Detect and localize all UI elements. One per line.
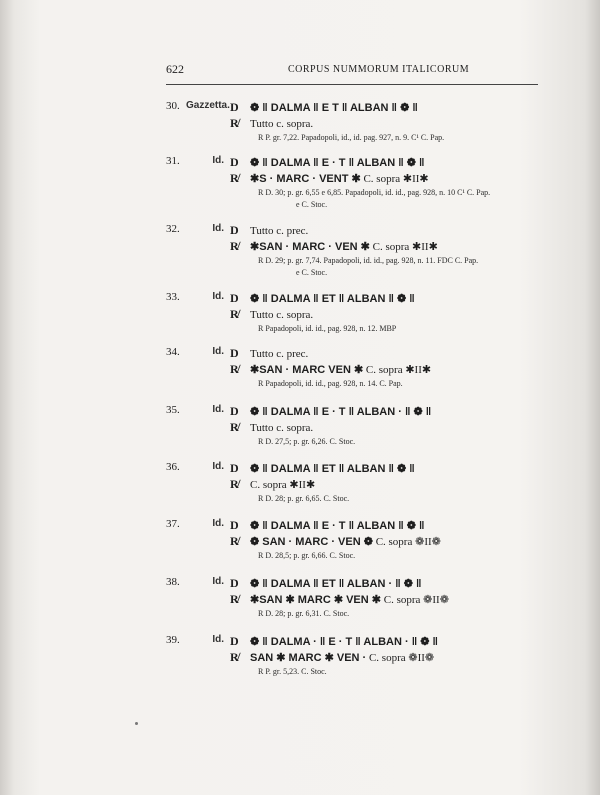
entry-number: 32. [166, 223, 180, 235]
reverse-line [230, 650, 434, 665]
reverse-line [230, 592, 449, 607]
reverse-line [230, 420, 313, 435]
entry-mint: Id. [212, 518, 224, 529]
obverse-label: D [230, 291, 239, 305]
obverse-legend: ❁ ‖ DALMA ‖ ET ‖ ALBAN ‖ ❁ ‖ [250, 463, 415, 475]
reverse-legend: ❁ SAN · MARC · VEN ❁ [250, 536, 373, 548]
entry-mint: Id. [212, 155, 224, 166]
reverse-description: C. sopra ✱II✱ [360, 173, 429, 185]
entry-notes: R Papadopoli, id. id., pag. 928, n. 12. MBP [258, 324, 397, 333]
obverse-line [230, 461, 415, 476]
entry-notes: R D. 28; p. gr. 6,31. C. Stoc. [258, 609, 350, 618]
entry-notes: R D. 28; p. gr. 6,65. C. Stoc. [258, 494, 350, 503]
entry-number: 35. [166, 404, 180, 416]
entry-number: 31. [166, 155, 180, 167]
reverse-legend: ✱SAN · MARC VEN ✱ [250, 364, 364, 376]
entry-number: 33. [166, 291, 180, 303]
obverse-legend: ❁ ‖ DALMA ‖ E T ‖ ALBAN ‖ ❁ ‖ [250, 102, 418, 114]
entry-mint: Id. [212, 576, 224, 587]
entry-number: 38. [166, 576, 180, 588]
obverse-label: D [230, 576, 239, 590]
entry-mint: Id. [212, 291, 224, 302]
reverse-line [230, 534, 441, 549]
reverse-label: R̸ [230, 239, 239, 253]
obverse-label: D [230, 404, 239, 418]
obverse-label: D [230, 461, 239, 475]
reverse-description: C. sopra ✱II✱ [369, 241, 438, 253]
obverse-label: D [230, 223, 239, 237]
obverse-label: D [230, 155, 239, 169]
obverse-line [230, 223, 308, 238]
entry-number: 39. [166, 634, 180, 646]
obverse-description: Tutto c. prec. [250, 348, 309, 360]
entry-mint: Id. [212, 461, 224, 472]
reverse-description: Tutto c. sopra. [250, 309, 314, 321]
reverse-label: R̸ [230, 362, 239, 376]
reverse-label: R̸ [230, 171, 239, 185]
reverse-description: C. sopra ❁II❁ [381, 594, 449, 606]
reverse-label: R̸ [230, 592, 239, 606]
entry-number: 30. [166, 100, 180, 112]
obverse-line [230, 404, 431, 419]
obverse-label: D [230, 518, 239, 532]
obverse-legend: ❁ ‖ DALMA · ‖ E · T ‖ ALBAN · ‖ ❁ ‖ [250, 636, 438, 648]
entry-notes: R P. gr. 7,22. Papadopoli, id., id. pag. 927, n. 9. C¹ C. Pap. [258, 133, 445, 142]
reverse-description: Tutto c. sopra. [250, 422, 314, 434]
reverse-line [230, 362, 431, 377]
running-title: CORPUS NUMMORUM ITALICORUM [288, 64, 470, 75]
reverse-description: C. sopra ❁II❁ [366, 652, 435, 664]
entry-notes: R D. 30; p. gr. 6,55 e 6,85. Papadopoli, id. id., pag. 928, n. 10 C¹ C. Pap. [258, 188, 491, 197]
reverse-line [230, 477, 315, 492]
obverse-legend: ❁ ‖ DALMA ‖ E · T ‖ ALBAN ‖ ❁ ‖ [250, 157, 425, 169]
obverse-line [230, 518, 425, 533]
reverse-label: R̸ [230, 477, 239, 491]
obverse-legend: ❁ ‖ DALMA ‖ ET ‖ ALBAN · ‖ ❁ ‖ [250, 578, 422, 590]
reverse-legend: SAN ✱ MARC ✱ VEN · [250, 652, 367, 664]
entry-notes: R D. 29; p. gr. 7,74. Papadopoli, id. id., pag. 928, n. 11. FDC C. Pap. [258, 256, 479, 265]
reverse-description: C. sopra ❁II❁ [372, 536, 441, 548]
entry-notes: R D. 27,5; p. gr. 6,26. C. Stoc. [258, 437, 356, 446]
entry-mint: Id. [212, 404, 224, 415]
obverse-line [230, 155, 425, 170]
obverse-label: D [230, 100, 239, 114]
obverse-line [230, 634, 438, 649]
entry-mint: Id. [212, 223, 224, 234]
reverse-line [230, 307, 313, 322]
obverse-line [230, 576, 421, 591]
entry-notes: R D. 28,5; p. gr. 6,66. C. Stoc. [258, 551, 356, 560]
entry-mint: Id. [212, 634, 224, 645]
entry-notes-continued: e C. Stoc. [296, 268, 328, 277]
entry-number: 37. [166, 518, 180, 530]
obverse-description: Tutto c. prec. [250, 225, 309, 237]
page-speck [135, 722, 138, 725]
obverse-line [230, 291, 415, 306]
entry-notes: R Papadopoli, id. id., pag. 928, n. 14. C. Pap. [258, 379, 403, 388]
reverse-line [230, 171, 429, 186]
reverse-label: R̸ [230, 307, 239, 321]
entry-mint: Id. [212, 346, 224, 357]
reverse-legend: ✱SAN ✱ MARC ✱ VEN ✱ [250, 594, 381, 606]
reverse-legend: ✱S · MARC · VENT ✱ [250, 173, 361, 185]
obverse-label: D [230, 346, 239, 360]
reverse-legend: ✱SAN · MARC · VEN ✱ [250, 241, 370, 253]
entry-number: 34. [166, 346, 180, 358]
reverse-label: R̸ [230, 116, 239, 130]
reverse-line [230, 239, 438, 254]
reverse-label: R̸ [230, 534, 239, 548]
obverse-line [230, 100, 418, 115]
obverse-label: D [230, 634, 239, 648]
obverse-legend: ❁ ‖ DALMA ‖ E · T ‖ ALBAN ‖ ❁ ‖ [250, 520, 425, 532]
entry-mint: Gazzetta. [186, 100, 230, 111]
page-number: 622 [166, 62, 184, 76]
entry-number: 36. [166, 461, 180, 473]
obverse-legend: ❁ ‖ DALMA ‖ ET ‖ ALBAN ‖ ❁ ‖ [250, 293, 415, 305]
reverse-label: R̸ [230, 420, 239, 434]
reverse-line [230, 116, 313, 131]
reverse-description: C. sopra ✱II✱ [250, 479, 316, 491]
obverse-legend: ❁ ‖ DALMA ‖ E · T ‖ ALBAN · ‖ ❁ ‖ [250, 406, 432, 418]
reverse-description: C. sopra ✱II✱ [363, 364, 432, 376]
reverse-label: R̸ [230, 650, 239, 664]
entry-notes-continued: e C. Stoc. [296, 200, 328, 209]
obverse-line [230, 346, 308, 361]
reverse-description: Tutto c. sopra. [250, 118, 314, 130]
entry-notes: R P. gr. 5,23. C. Stoc. [258, 667, 327, 676]
